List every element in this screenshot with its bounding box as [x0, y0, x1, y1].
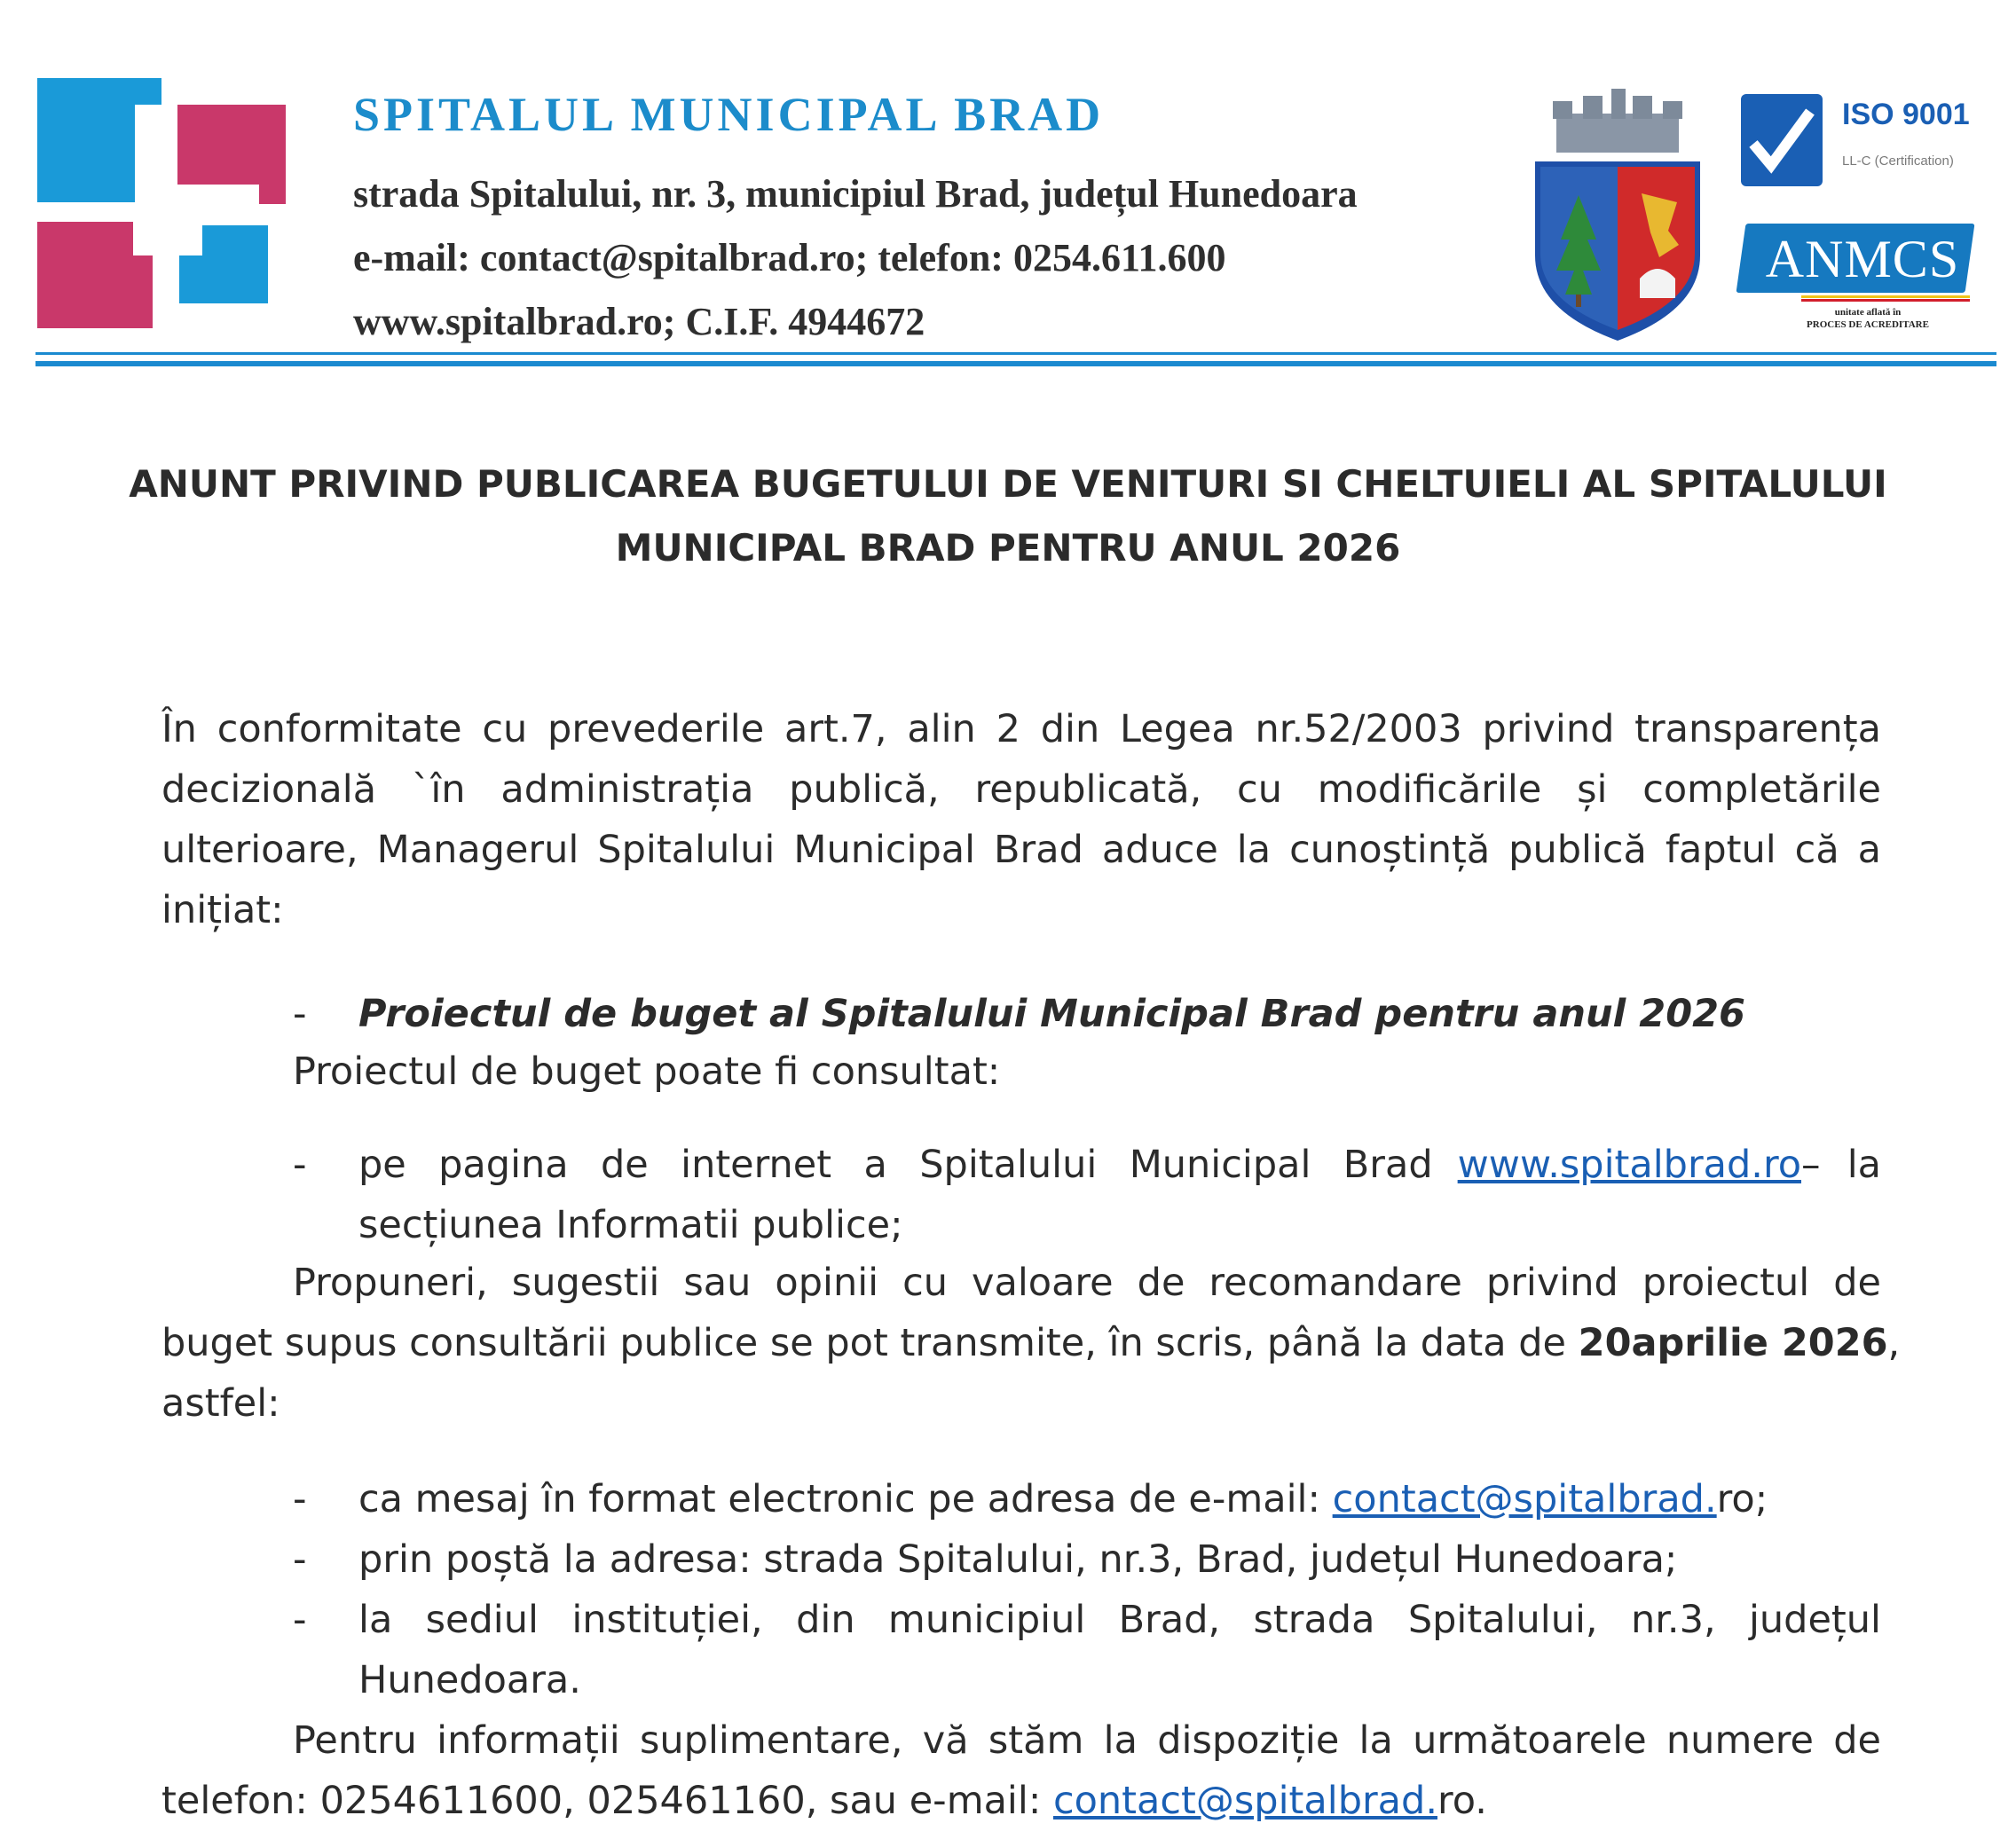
announcement-title-line-2: MUNICIPAL BRAD PENTRU ANUL 2026	[615, 526, 1401, 570]
anmcs-label: ANMCS	[1765, 230, 1960, 288]
intro-line-3: ulterioare, Managerul Spitalului Municipal Brad aduce la cunoștință publică faptul că a	[161, 828, 1881, 872]
hospital-cross-logo	[37, 78, 295, 328]
closing-line-2-suffix: ro.	[1437, 1779, 1487, 1823]
web-item-line-2: secțiunea Informatii publice;	[358, 1203, 903, 1247]
proposals-line-2-comma: ,	[1887, 1321, 1901, 1365]
closing-line-2	[161, 1779, 1487, 1823]
list-dash: -	[293, 992, 307, 1036]
contact-email-link[interactable]: contact@spitalbrad.	[1332, 1477, 1717, 1521]
proposals-line-2-text: buget supus consultării publice se pot transmite, în scris, până la data de	[161, 1321, 1566, 1365]
website-link[interactable]: www.spitalbrad.ro	[1457, 1143, 1801, 1187]
iso-certifier-label: LL-C (Certification)	[1842, 153, 1954, 169]
list-dash: -	[293, 1143, 307, 1187]
consult-intro: Proiectul de buget poate fi consultat:	[293, 1049, 1001, 1094]
budget-project-item: Proiectul de buget al Spitalului Municipal Brad pentru anul 2026	[358, 992, 1745, 1036]
proposals-line-3: astfel:	[161, 1381, 280, 1426]
hospital-name: SPITALUL MUNICIPAL BRAD	[353, 88, 1105, 141]
closing-line-1: Pentru informații suplimentare, vă stăm la dispoziție la următoarele numere de	[293, 1718, 1881, 1763]
intro-line-1: În conformitate cu prevederile art.7, alin 2 din Legea nr.52/2003 privind transparența	[161, 707, 1881, 751]
brad-coat-of-arms-icon	[1528, 89, 1707, 342]
anmcs-red-stripe	[1801, 299, 1970, 302]
channel-post: prin poștă la adresa: strada Spitalului, nr.3, Brad, județul Hunedoara;	[358, 1537, 1678, 1582]
anmcs-note-1: unitate aflată în	[1834, 307, 1902, 318]
channel-email	[358, 1477, 1768, 1521]
header-divider-thin	[35, 352, 1996, 355]
channel-office-line-2: Hunedoara.	[358, 1658, 581, 1702]
announcement-title-line-1: ANUNT PRIVIND PUBLICAREA BUGETULUI DE VENITURI SI CHELTUIELI AL SPITALULUI	[129, 462, 1887, 506]
deadline-date: 20aprilie 2026	[1578, 1321, 1888, 1365]
intro-line-4: inițiat:	[161, 888, 284, 932]
anmcs-yellow-stripe	[1801, 295, 1970, 298]
hospital-address: strada Spitalului, nr. 3, municipiul Brad, județul Hunedoara	[353, 172, 1358, 216]
proposals-line-2	[161, 1321, 1900, 1365]
list-dash: -	[293, 1477, 307, 1521]
channel-office-line-1: la sediul instituției, din municipiul Brad, strada Spitalului, nr.3, județul	[358, 1598, 1881, 1642]
proposals-line-1: Propuneri, sugestii sau opinii cu valoare de recomandare privind proiectul de	[293, 1261, 1881, 1305]
iso-certification-check-icon	[1741, 94, 1823, 186]
list-dash: -	[293, 1598, 307, 1642]
anmcs-note-2: PROCES DE ACREDITARE	[1807, 319, 1929, 330]
hospital-web-cif: www.spitalbrad.ro; C.I.F. 4944672	[353, 300, 925, 343]
closing-email-link[interactable]: contact@spitalbrad.	[1052, 1779, 1437, 1823]
web-item-suffix: – la	[1801, 1143, 1881, 1187]
intro-line-2: decizională `în administrația publică, republicată, cu modificările și completările	[161, 767, 1881, 812]
closing-line-2-text: telefon: 0254611600, 025461160, sau e-mail:	[161, 1779, 1042, 1823]
web-item-line-1	[358, 1143, 1881, 1187]
header-divider-thick	[35, 361, 1996, 366]
channel-email-text: ca mesaj în format electronic pe adresa de e-mail:	[358, 1477, 1320, 1521]
iso-9001-label: ISO 9001	[1842, 98, 1970, 131]
hospital-contact: e-mail: contact@spitalbrad.ro; telefon: 0254.611.600	[353, 236, 1226, 279]
web-item-prefix: pe pagina de internet a Spitalului Municipal Brad	[358, 1143, 1433, 1187]
list-dash: -	[293, 1537, 307, 1582]
channel-email-suffix: ro;	[1716, 1477, 1768, 1521]
